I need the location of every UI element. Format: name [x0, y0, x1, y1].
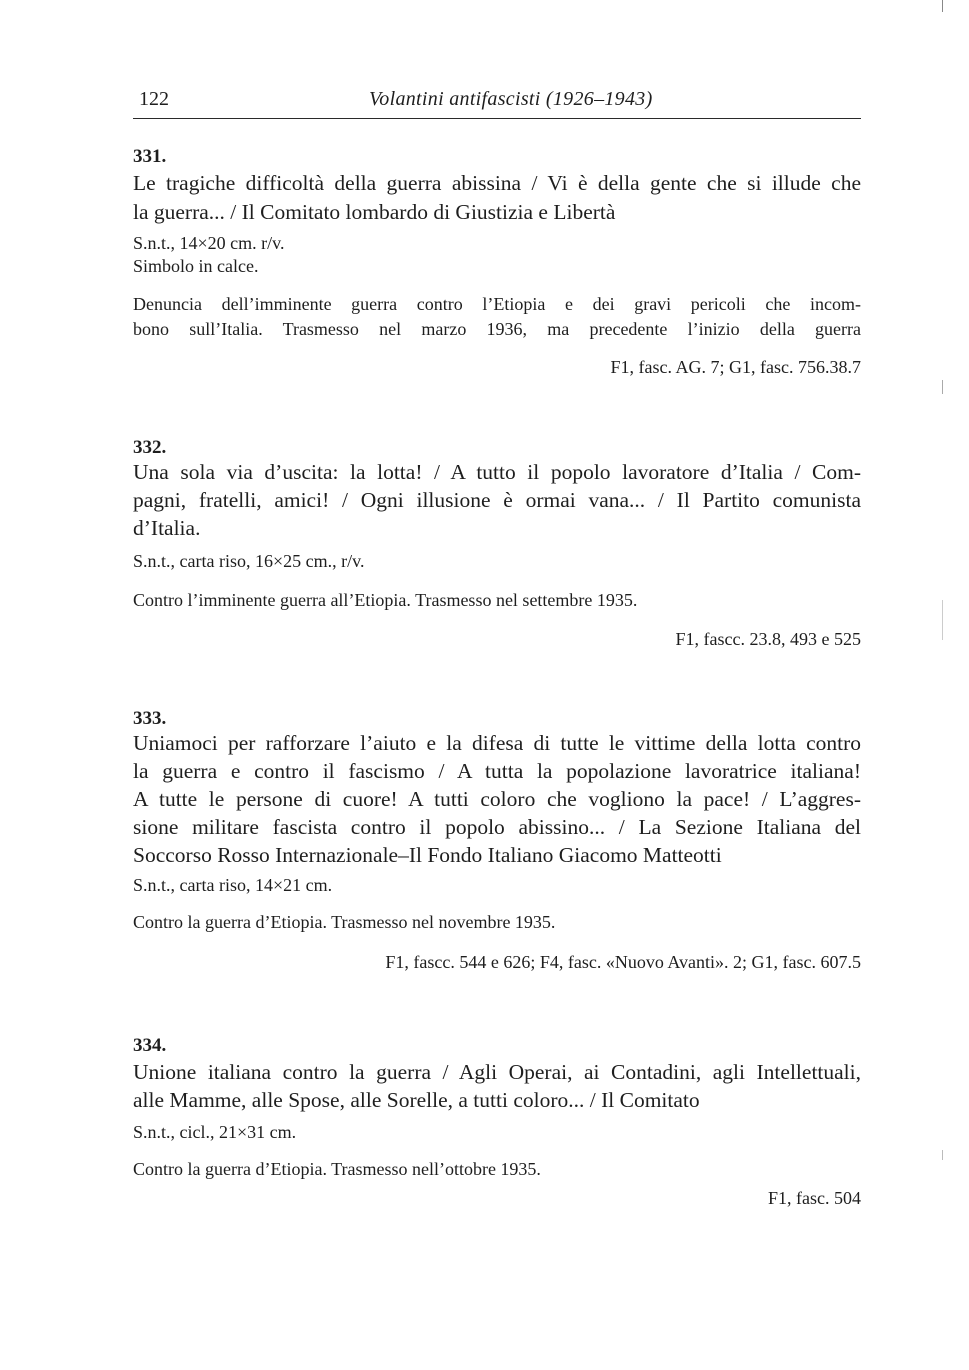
entry-number: 334. — [133, 1035, 167, 1056]
entry-source: F1, fasc. AG. 7; G1, fasc. 756.38.7 — [610, 357, 861, 377]
scan-edge-mark — [942, 380, 943, 394]
entry-format: S.n.t., 14×20 cm. r/v. — [133, 233, 285, 253]
entry-note: Contro l’imminente guerra all’Etiopia. Trasmesso nel settembre 1935. — [133, 590, 638, 610]
entry-title-line: la guerra... / Il Comitato lombardo di Giustizia e Libertà — [133, 200, 616, 224]
entry-source: F1, fascc. 23.8, 493 e 525 — [675, 629, 861, 649]
entry-note-line: Denuncia dell’imminente guerra contro l’Etiopia e dei gravi pericoli che incom- — [133, 294, 861, 314]
entry-title-line: d’Italia. — [133, 516, 201, 540]
entry-title-line: Soccorso Rosso Internazionale–Il Fondo Italiano Giacomo Matteotti — [133, 843, 722, 867]
entry-source: F1, fascc. 544 e 626; F4, fasc. «Nuovo Avanti». 2; G1, fasc. 607.5 — [385, 952, 861, 972]
scan-edge-mark — [942, 600, 943, 640]
entry-title-line: Unione italiana contro la guerra / Agli Operai, ai Contadini, agli Intellettuali, — [133, 1060, 861, 1084]
entry-format: S.n.t., cicl., 21×31 cm. — [133, 1122, 297, 1142]
entry-note: Contro la guerra d’Etiopia. Trasmesso nel novembre 1935. — [133, 912, 556, 932]
entry-number: 331. — [133, 146, 167, 167]
running-title: Volantini antifascisti (1926–1943) — [369, 88, 653, 110]
entry-format: S.n.t., carta riso, 16×25 cm., r/v. — [133, 551, 365, 571]
entry-title-line: pagni, fratelli, amici! / Ogni illusione è ormai vana... / Il Partito comunista — [133, 488, 861, 512]
scan-edge-mark — [942, 0, 943, 12]
entry-number: 333. — [133, 708, 167, 729]
entry-extra: Simbolo in calce. — [133, 256, 259, 276]
entry-title-line: sione militare fascista contro il popolo abissino... / La Sezione Italiana del — [133, 815, 861, 839]
entry-title-line: Uniamoci per rafforzare l’aiuto e la difesa di tutte le vittime della lotta contro — [133, 731, 861, 755]
running-header — [133, 88, 861, 119]
entry-title-line: alle Mamme, alle Spose, alle Sorelle, a tutti coloro... / Il Comitato — [133, 1088, 700, 1112]
entry-title-line: Una sola via d’uscita: la lotta! / A tutto il popolo lavoratore d’Italia / Com- — [133, 460, 861, 484]
entry-format: S.n.t., carta riso, 14×21 cm. — [133, 875, 333, 895]
entry-title-line: la guerra e contro il fascismo / A tutta la popolazione lavoratrice italiana! — [133, 759, 861, 783]
entry-note-line: bono sull’Italia. Trasmesso nel marzo 1936, ma precedente l’inizio della guerra — [133, 319, 861, 339]
entry-source: F1, fasc. 504 — [768, 1188, 861, 1208]
entry-title-line: Le tragiche difficoltà della guerra abissina / Vi è della gente che si illude che — [133, 171, 861, 195]
entry-note: Contro la guerra d’Etiopia. Trasmesso nell’ottobre 1935. — [133, 1159, 541, 1179]
page-number: 122 — [139, 88, 169, 110]
scan-edge-mark — [942, 1150, 943, 1160]
entry-title-line: A tutte le persone di cuore! A tutti coloro che vogliono la pace! / L’aggres- — [133, 787, 861, 811]
entry-number: 332. — [133, 437, 167, 458]
